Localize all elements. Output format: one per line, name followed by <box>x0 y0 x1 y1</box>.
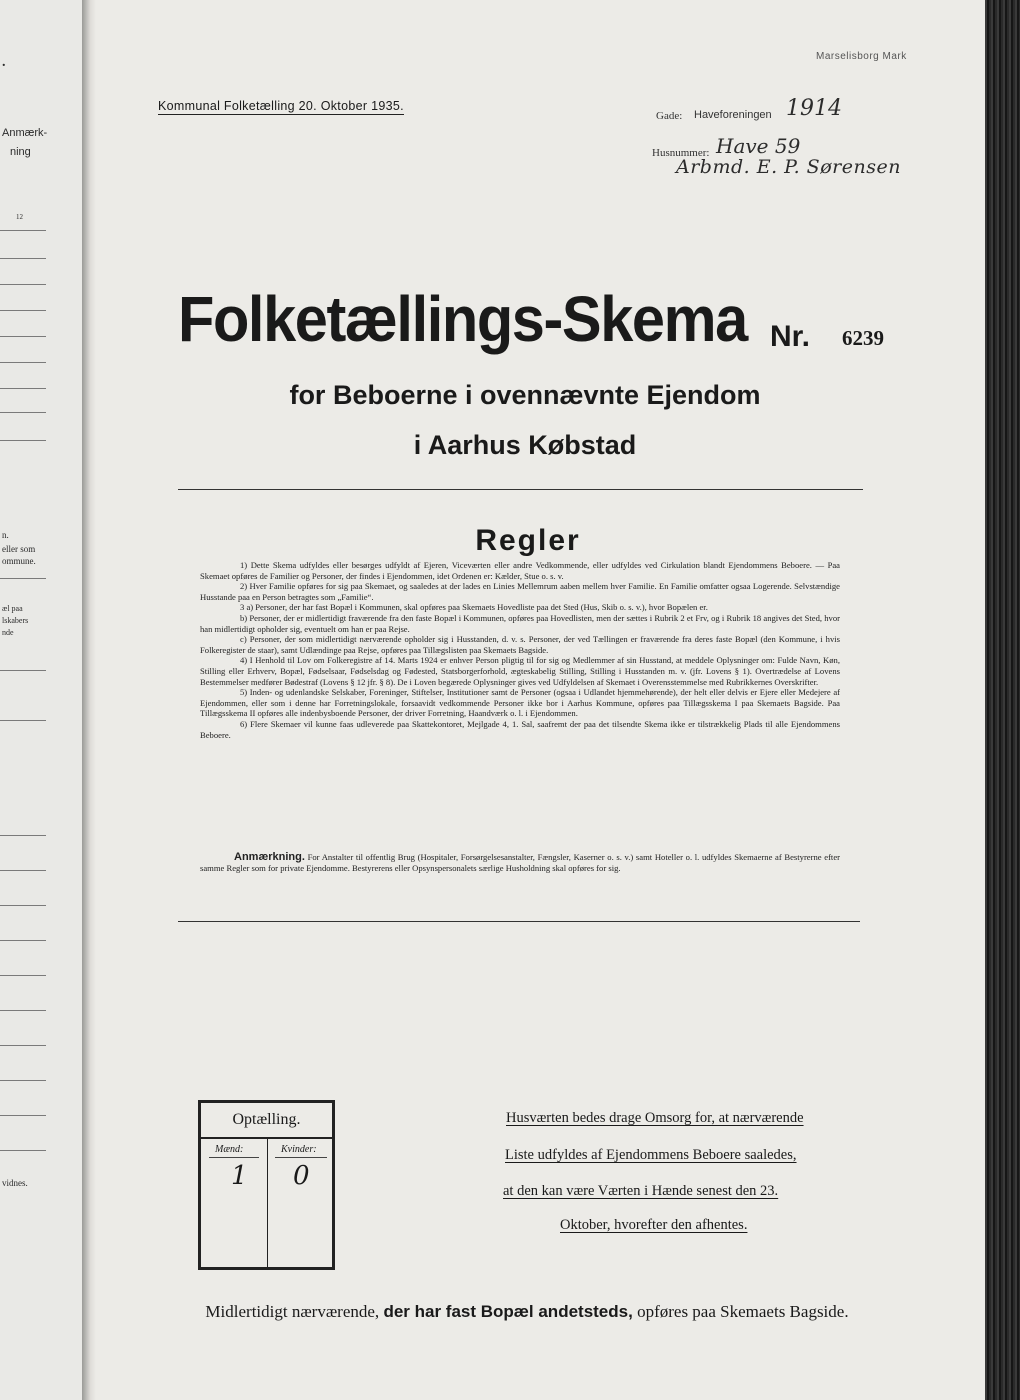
count-box <box>198 1100 335 1270</box>
left-page-fragment: Anmærk- <box>2 127 48 139</box>
form-subtitle-line2: i Aarhus Købstad <box>413 430 637 460</box>
left-page-rule <box>0 284 46 285</box>
section-divider <box>178 921 860 922</box>
form-number-value: 6239 <box>842 326 884 350</box>
men-label: Mænd: <box>215 1144 244 1155</box>
section-divider <box>178 489 863 490</box>
left-page-rule <box>0 975 46 976</box>
left-page-fragment: æl paa <box>2 604 23 613</box>
left-page-fragment: ning <box>10 146 31 158</box>
left-page-fragment: 12 <box>16 213 23 221</box>
footer-note <box>0 1302 1020 1322</box>
left-page-fragment: ommune. <box>2 556 36 566</box>
men-count-value: 1 <box>231 1161 248 1191</box>
left-page-rule <box>0 870 46 871</box>
left-page-rule <box>0 258 46 259</box>
footer-part1: Midlertidigt nærværende, <box>205 1302 380 1321</box>
count-divider <box>267 1137 268 1267</box>
rule-paragraph: 3 a) Personer, der har fast Bopæl i Kommunen, skal opføres paa Skemaets Hovedliste paa det Sted (Hus, Skib o. s. v.), hvor Bopælen er. <box>240 602 708 613</box>
rule-paragraph: c) Personer, der som midlertidigt nærværende opholder sig i Husstanden, d. v. s. Personer, der ved Tællingen er fraværende fra deres faste Bopæl (den Kommune, i hvis Folkeregister de staar), samt Udlændinge paa Rejse, opføres paa Tillægslisten paa Skemaets Bagside. <box>200 634 840 655</box>
left-page-rule <box>0 720 46 721</box>
rules-heading: Regler <box>475 524 581 557</box>
house-number-label: Husnummer: <box>652 147 710 159</box>
left-page-rule <box>0 1080 46 1081</box>
book-gutter <box>82 0 96 1400</box>
left-page-rule <box>0 940 46 941</box>
street-number-handwritten: 1914 <box>786 96 842 121</box>
instruction-line: Husværten bedes drage Omsorg for, at nærværende <box>506 1110 804 1126</box>
owner-handwritten: Arbmd. E. P. Sørensen <box>676 156 901 178</box>
footer-part3: opføres paa Skemaets Bagside. <box>637 1302 849 1321</box>
women-label: Kvinder: <box>281 1144 317 1155</box>
left-page-rule <box>0 1150 46 1151</box>
page-stack-edge <box>985 0 1020 1400</box>
form-subtitle-line1: for Beboerne i ovennævnte Ejendom <box>289 380 761 410</box>
house-number-handwritten: Have 59 <box>716 134 801 158</box>
left-page-dot: . <box>2 55 6 70</box>
instruction-line: Oktober, hvorefter den afhentes. <box>560 1217 748 1233</box>
form-main-title: Folketællings-Skema <box>178 283 747 355</box>
left-page-rule <box>0 230 46 231</box>
left-page-fragment: n. <box>2 530 9 540</box>
instruction-line: at den kan være Værten i Hænde senest den 23. <box>503 1183 779 1199</box>
rule-paragraph: b) Personer, der er midlertidigt fraværende fra den faste Bopæl i Kommunen, opføres paa Hovedlisten, men der sættes i Rubrik 2 et Frv, og i Rubrik 18 angives det Sted, hvor han midlertidigt opholder sig, eventuelt om han er paa Rejse. <box>200 612 840 634</box>
note-paragraph <box>200 852 840 873</box>
left-page-rule <box>0 1115 46 1116</box>
left-page-rule <box>0 412 46 413</box>
rule-paragraph: 5) Inden- og udenlandske Selskaber, Foreninger, Stiftelser, Institutioner samt de Personer (ogsaa i Udlandet hjemmehørende), der helt eller delvis er Ejere eller Medejere af Ejendommen, eller som i denne har Forretningslokale, forsaavidt vedkommende Personer ikke bor i Aarhus Kommune, opføres paa Tillægsskema I paa Skemaets Bagside. Paa Tillægsskema II opføres alle indenbysboende Personer, der driver Forretning, Haandværk o. l. i Ejendommen. <box>200 687 840 719</box>
rule-paragraph: 6) Flere Skemaer vil kunne faas udleverede paa Skattekontoret, Mejlgade 4, 1. Sal, saafremt der paa det tilsendte Skema ikke er tilstrækkelig Plads til alle Ejendommens Beboere. <box>200 718 840 740</box>
left-page-fragment: nde <box>2 628 14 637</box>
left-page-rule <box>0 835 46 836</box>
left-facing-page <box>0 0 82 1400</box>
district-stamp: Marselisborg Mark <box>816 51 907 62</box>
left-page-rule <box>0 578 46 579</box>
rule-paragraph: 2) Hver Familie opføres for sig paa Skemaet, og saaledes at der lades en Linies Mellemrum aaben mellem hver Familie. En Familie omfatter ogsaa Logerende. Selvstændige Husstande paa en Person betragtes som „Familie“. <box>200 581 840 602</box>
left-page-rule <box>0 1010 46 1011</box>
street-label: Gade: <box>656 110 683 122</box>
left-page-fragment: eller som <box>2 544 36 554</box>
left-page-rule <box>0 362 46 363</box>
rules-list <box>200 560 840 740</box>
note-text: For Anstalter til offentlig Brug (Hospitaler, Forsørgelsesanstalter, Fængsler, Kaserner o. s. v.) samt Hoteller o. l. udfyldes Skemaerne af Bestyrerne efter samme Regler som for private Ejendomme. Bestyrerens eller Opsynspersonalets særlige Husholdning skal opføres for sig. <box>200 852 840 873</box>
women-label-rule <box>275 1157 327 1158</box>
count-title: Optælling. <box>232 1111 301 1128</box>
left-page-rule <box>0 670 46 671</box>
men-label-rule <box>209 1157 259 1158</box>
women-count-value: 0 <box>293 1161 310 1191</box>
census-header-title: Kommunal Folketælling 20. Oktober 1935. <box>158 99 404 113</box>
rule-paragraph: 1) Dette Skema udfyldes eller besørges udfyldt af Ejeren, Viceværten eller andre Vedkommende, eller udfyldes ved Cirkulation blandt Ejendommens Beboere. — Paa Skemaet opføres de Familier og Personer, der findes i Ejendommen, idet Ordenen er: Kælder, Stue o. s. v. <box>200 560 840 581</box>
form-number-label: Nr. <box>770 320 811 353</box>
footer-part2: der har fast Bopæl andetsteds, <box>383 1302 633 1321</box>
note-label: Anmærkning. <box>234 851 305 863</box>
left-page-fragment: vidnes. <box>2 1178 28 1188</box>
left-page-rule <box>0 1045 46 1046</box>
left-page-rule <box>0 336 46 337</box>
left-page-rule <box>0 905 46 906</box>
rule-paragraph: 4) I Henhold til Lov om Folkeregistre af 14. Marts 1924 er enhver Person pligtig til for sig og Medlemmer af sin Husstand, at meddele Oplysninger om: Fulde Navn, Køn, Stilling eller Erhverv, Bopæl, Fødselsaar, Fødselsdag og Fødested, Statsborgerforhold, ægteskabelig Stilling, Stilling i Husstanden m. v. (jfr. Lovens § 1). Overtrædelse af Lovens Bestemmelser medfører Bødestraf (Lovens § 12 jfr. § 8). De i Loven begærede Oplysninger gives ved Udfyldelsen af Skemaet i Overensstemmelse med Rubrikkernes Overskrifter. <box>200 655 840 687</box>
street-value: Haveforeningen <box>694 109 772 121</box>
instruction-line: Liste udfyldes af Ejendommens Beboere saaledes, <box>505 1147 797 1163</box>
left-page-fragment: lskabers <box>2 616 29 625</box>
left-page-rule <box>0 310 46 311</box>
